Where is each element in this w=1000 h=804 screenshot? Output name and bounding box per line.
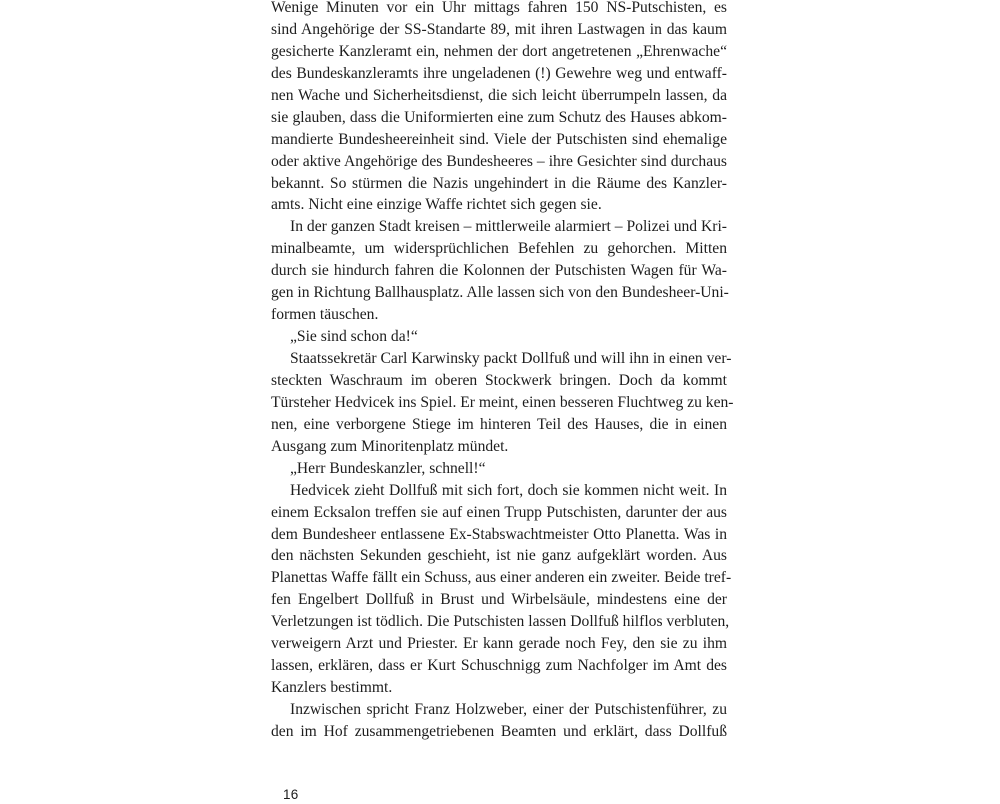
text-line: lassen, erklären, dass er Kurt Schuschnigg zum Nachfolger im Amt des bbox=[271, 657, 727, 675]
text-line: Ausgang zum Minoritenplatz mündet. bbox=[271, 437, 509, 455]
text-line: steckten Waschraum im oberen Stockwerk bringen. Doch da kommt bbox=[271, 371, 727, 389]
text-line: Kanzlers bestimmt. bbox=[271, 679, 393, 697]
text-line: sind Angehörige der SS-Standarte 89, mit ihren Lastwagen in das kaum bbox=[271, 20, 727, 38]
text-line: den nächsten Sekunden geschieht, ist nie ganz aufgeklärt worden. Aus bbox=[271, 547, 727, 565]
text-line: „Herr Bundeskanzler, schnell!“ bbox=[290, 459, 486, 477]
text-line: Planettas Waffe fällt ein Schuss, aus einer anderen ein zweiter. Beide tref- bbox=[271, 569, 732, 587]
text-line: dem Bundesheer entlassene Ex-Stabswachtmeister Otto Planetta. Was in bbox=[271, 525, 727, 543]
text-line: fen Engelbert Dollfuß in Brust und Wirbelsäule, mindestens eine der bbox=[271, 591, 727, 609]
text-line: bekannt. So stürmen die Nazis ungehindert in die Räume des Kanzler- bbox=[271, 174, 727, 192]
text-line: sie glauben, dass die Uniformierten eine zum Schutz des Hauses abkom- bbox=[271, 108, 727, 126]
text-line: des Bundeskanzleramts ihre ungeladenen (!) Gewehre weg und entwaff- bbox=[271, 64, 727, 82]
text-line: mandierte Bundesheereinheit sind. Viele der Putschisten sind ehemalige bbox=[271, 130, 727, 148]
text-line: In der ganzen Stadt kreisen – mittlerweile alarmiert – Polizei und Kri- bbox=[290, 218, 727, 236]
text-line: gen in Richtung Ballhausplatz. Alle lassen sich von den Bundesheer-Uni- bbox=[271, 284, 729, 302]
text-line: nen, eine verborgene Stiege im hinteren Teil des Hauses, die in einen bbox=[271, 415, 727, 433]
text-line: nen Wache und Sicherheitsdienst, die sich leicht überrumpeln lassen, da bbox=[271, 86, 727, 104]
text-line: Wenige Minuten vor ein Uhr mittags fahren 150 NS-Putschisten, es bbox=[271, 0, 727, 16]
text-line: einem Ecksalon treffen sie auf einen Trupp Putschisten, darunter der aus bbox=[271, 503, 727, 521]
text-line: Hedvicek zieht Dollfuß mit sich fort, doch sie kommen nicht weit. In bbox=[290, 481, 727, 499]
text-line: den im Hof zusammengetriebenen Beamten und erklärt, dass Dollfuß bbox=[271, 722, 727, 740]
text-line: amts. Nicht eine einzige Waffe richtet sich gegen sie. bbox=[271, 196, 602, 214]
text-line: minalbeamte, um widersprüchlichen Befehlen zu gehorchen. Mitten bbox=[271, 240, 727, 258]
text-line: Inzwischen spricht Franz Holzweber, einer der Putschistenführer, zu bbox=[290, 701, 727, 718]
text-line: oder aktive Angehörige des Bundesheeres – ihre Gesichter sind durchaus bbox=[271, 152, 727, 170]
text-line: durch sie hindurch fahren die Kolonnen der Putschisten Wagen für Wa- bbox=[271, 262, 727, 280]
text-line: formen täuschen. bbox=[271, 306, 379, 324]
text-line: „Sie sind schon da!“ bbox=[290, 328, 418, 346]
text-line: gesicherte Kanzleramt ein, nehmen der dort angetretenen „Ehrenwache“ bbox=[271, 42, 727, 60]
text-line: Staatssekretär Carl Karwinsky packt Dollfuß und will ihn in einen ver- bbox=[290, 350, 732, 367]
text-line: verweigern Arzt und Priester. Er kann gerade noch Fey, den sie zu ihm bbox=[271, 635, 727, 653]
text-line: Verletzungen ist tödlich. Die Putschisten lassen Dollfuß hilflos verbluten, bbox=[271, 613, 730, 631]
text-line: Türsteher Hedvicek ins Spiel. Er meint, einen besseren Fluchtweg zu ken- bbox=[271, 393, 734, 411]
page-number: 16 bbox=[283, 787, 299, 802]
body-text bbox=[271, 0, 734, 743]
